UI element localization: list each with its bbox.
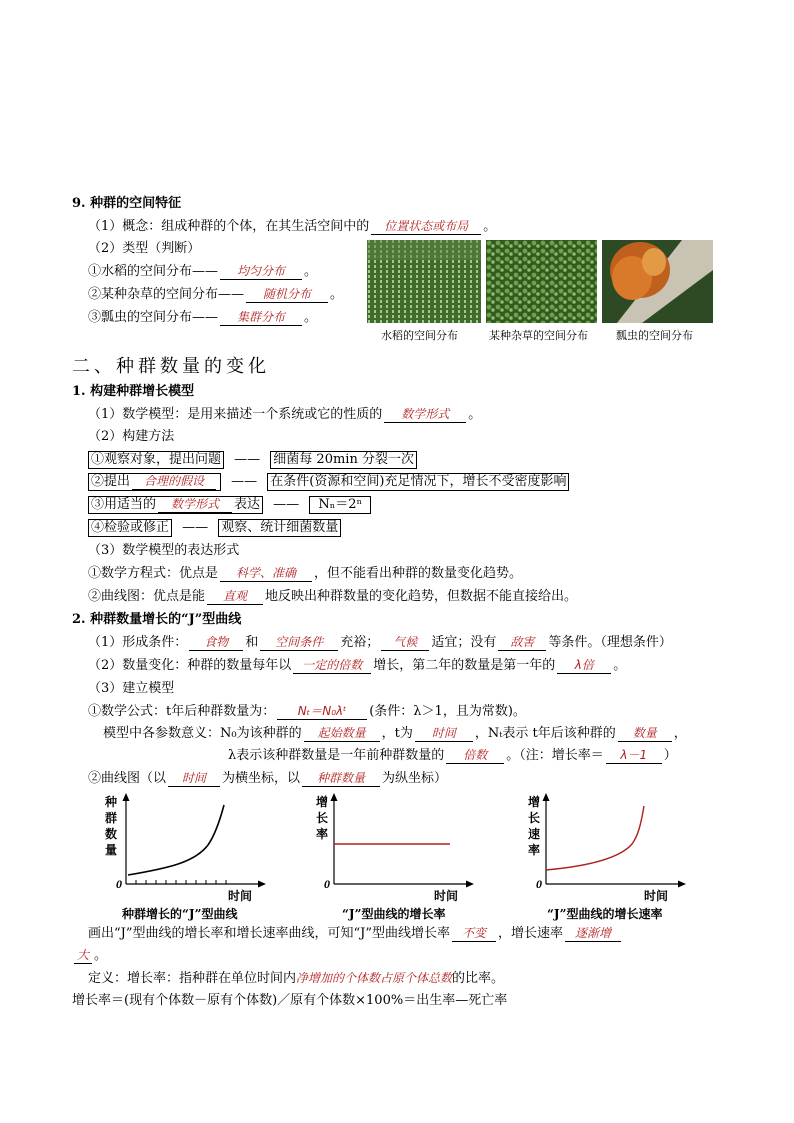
answer-blank: 数学形式: [158, 497, 232, 513]
method-step-3: [88, 496, 371, 514]
graph-intro-line: [88, 770, 447, 788]
text: 增长，第二年的数量是第一年的: [373, 658, 556, 673]
step-box: [88, 473, 221, 491]
answer-blank: 敌害: [498, 635, 546, 651]
y-axis-label-1: 种: [105, 795, 118, 809]
answer-blank: 科学、准确: [220, 566, 312, 582]
part-1-title: 1. 构建种群增长模型: [72, 384, 195, 399]
x-axis-arrow: [678, 881, 686, 888]
answer-blank: 逐渐增: [565, 926, 621, 942]
answer-blank: λ倍: [557, 658, 611, 674]
y-axis-label-1: 增: [316, 795, 329, 809]
expression-2: [88, 588, 577, 606]
y-axis-label-4: 量: [105, 843, 118, 857]
text: (条件：λ＞1，且为常数)。: [369, 704, 526, 719]
method-step-4: [88, 519, 341, 537]
text: ②曲线图（以: [88, 771, 167, 786]
x-axis-arrow: [258, 881, 266, 888]
weed-photo: [486, 240, 597, 323]
x-axis-label: 时间: [644, 889, 669, 903]
text: ，但不能看出种群的数量变化趋势。: [314, 566, 523, 581]
dash: ——: [182, 520, 209, 535]
answer-blank: 时间: [415, 726, 473, 742]
example-box: 在条件(资源和空间)充足情况下，增长不受密度影响: [267, 473, 569, 491]
answer-blank: 食物: [189, 635, 243, 651]
growth-rate-graph: [308, 790, 478, 905]
text: 充裕；: [340, 635, 380, 650]
answer-blank: 气候: [381, 635, 429, 651]
answer-blank: 位置状态或布局: [371, 219, 481, 235]
type-1-line: [88, 263, 317, 281]
x-axis-label: 时间: [228, 889, 253, 903]
y-axis-label-3: 速: [528, 827, 541, 841]
answer-blank: λ－1: [606, 748, 662, 764]
rice-field-image: [367, 240, 481, 323]
build-model-title: （3）建立模型: [88, 681, 175, 696]
params-line: [103, 725, 687, 743]
answer-blank: 不变: [452, 926, 496, 942]
punct: 。: [304, 264, 318, 279]
step-box: ④检验或修正: [88, 519, 172, 537]
method-step-1: [88, 451, 417, 469]
text: ，: [673, 726, 687, 741]
y-axis-label-2: 长: [528, 811, 541, 825]
text: 。: [613, 658, 627, 673]
text: 画出“J”型曲线的增长率和增长速率曲线，可知“J”型曲线增长率: [88, 926, 451, 941]
answer-blank: 一定的倍数: [293, 658, 371, 674]
answer-blank: 倍数: [446, 748, 504, 764]
conclusion-line: [88, 925, 623, 943]
text: 为横坐标，以: [222, 771, 301, 786]
growth-speed-graph: [520, 790, 690, 905]
answer-blank: 空间条件: [260, 635, 338, 651]
photo-caption-ladybug: 瓢虫的空间分布: [616, 329, 693, 342]
model-def-line: [88, 406, 481, 424]
text: ）: [663, 748, 677, 763]
answer-blank: 起始数量: [304, 726, 380, 742]
origin-label: 0: [116, 877, 122, 891]
text: 定义：增长率：指种群在单位时间内: [88, 971, 297, 986]
text: 表达: [234, 497, 261, 512]
type-3-line: [88, 309, 317, 327]
dash: ——: [273, 497, 300, 512]
type-2-line: [88, 286, 343, 304]
text: 适宜；没有: [431, 635, 497, 650]
section-heading: 二、种群数量的变化: [72, 356, 270, 377]
text: （1）数学模型：是用来描述一个系统或它的性质的: [88, 407, 383, 422]
text: ①数学方程式：优点是: [88, 566, 219, 581]
y-axis-label-3: 数: [105, 827, 118, 841]
text: ，增长速率: [498, 926, 564, 941]
formula-box: Nₙ＝2ⁿ: [309, 496, 371, 514]
text: 为纵坐标）: [382, 771, 448, 786]
j-curve-graph: [100, 790, 270, 905]
step-box: [88, 496, 263, 514]
j-curve-line: [128, 805, 224, 875]
answer-blank: 均匀分布: [220, 264, 302, 280]
y-axis-label-2: 群: [105, 811, 118, 825]
answer-blank: 时间: [168, 771, 220, 787]
text: 等条件。（理想条件）: [548, 635, 672, 650]
answer-blank: 数量: [618, 726, 672, 742]
expression-title: （3）数学模型的表达形式: [88, 543, 240, 558]
text: ②提出: [91, 474, 131, 489]
photo-caption-rice: 水稻的空间分布: [381, 329, 458, 342]
answer-blank: 集群分布: [220, 310, 302, 326]
text: 和: [245, 635, 259, 650]
example-box: 观察、统计细菌数量: [218, 519, 341, 537]
lambda-line: [228, 747, 677, 765]
rice-field-photo: [367, 240, 481, 323]
method-step-2: [88, 473, 569, 491]
answer-blank: Nₜ＝N₀λᵗ: [277, 704, 367, 720]
y-axis-arrow: [123, 793, 130, 801]
formula-line: [88, 703, 526, 721]
origin-label: 0: [536, 877, 542, 891]
punct: 。: [483, 219, 497, 234]
answer-text: 净增加的个体数占原个体总数: [296, 971, 453, 985]
example-box: 细菌每 20min 分裂一次: [270, 451, 417, 469]
weed-image: [486, 240, 597, 323]
origin-label: 0: [324, 877, 330, 891]
dash: ——: [234, 452, 261, 467]
y-axis-label-2: 长: [316, 811, 329, 825]
answer-blank: 大: [74, 948, 92, 964]
text: ②曲线图：优点是能: [88, 589, 206, 604]
ladybug-photo: [602, 240, 713, 323]
y-axis-label-1: 增: [528, 795, 541, 809]
growth-speed-caption: “J”型曲线的增长速率: [547, 907, 663, 921]
concept-text: （1）概念：组成种群的个体，在其生活空间中的: [88, 219, 370, 234]
ladybug-image: [602, 240, 713, 323]
answer-blank: 种群数量: [302, 771, 380, 787]
type-text: ①水稻的空间分布——: [88, 264, 219, 279]
type-text: ②某种杂草的空间分布——: [88, 287, 245, 302]
photo-caption-weed: 某种杂草的空间分布: [489, 329, 588, 342]
condition-line: [88, 634, 672, 652]
types-line: （2）类型（判断）: [88, 241, 201, 256]
part-2-title: 2. 种群数量增长的“J”型曲线: [72, 612, 242, 627]
y-axis-label-3: 率: [316, 827, 329, 841]
growth-speed-line: [546, 806, 644, 870]
text: ①数学公式：t年后种群数量为：: [88, 704, 276, 719]
text: （1）形成条件：: [88, 635, 188, 650]
concept-line: [88, 218, 496, 236]
text: 。（注：增长率＝: [506, 748, 604, 763]
text: 的比率。: [452, 971, 505, 986]
text: ③用适当的: [91, 497, 157, 512]
x-axis-label: 时间: [434, 889, 459, 903]
type-text: ③瓢虫的空间分布——: [88, 310, 219, 325]
y-axis-label-4: 率: [528, 843, 541, 857]
answer-blank: 数学形式: [384, 407, 466, 423]
punct: 。: [468, 407, 482, 422]
y-axis-arrow: [543, 793, 550, 801]
text: 地反映出种群数量的变化趋势，但数据不能直接给出。: [265, 589, 578, 604]
expression-1: [88, 565, 522, 583]
text: 模型中各参数意义：N₀为该种群的: [103, 726, 302, 741]
j-curve-caption: 种群增长的“J”型曲线: [122, 907, 238, 921]
text: ，Nₜ表示 t年后该种群的: [474, 726, 616, 741]
punct: 。: [304, 310, 318, 325]
section-9-title: 9. 种群的空间特征: [72, 196, 182, 211]
y-axis-arrow: [331, 793, 338, 801]
change-line: [88, 657, 626, 675]
text: ，t为: [381, 726, 413, 741]
text: （2）数量变化：种群的数量每年以: [88, 658, 292, 673]
growth-rate-caption: “J”型曲线的增长率: [342, 907, 446, 921]
text: λ表示该种群数量是一年前种群数量的: [228, 748, 445, 763]
method-title: （2）构建方法: [88, 429, 175, 444]
x-axis-arrow: [466, 881, 474, 888]
punct: 。: [94, 948, 108, 963]
answer-blank: 随机分布: [246, 287, 328, 303]
answer-blank: 合理的假设: [132, 474, 216, 490]
step-box: ①观察对象，提出问题: [88, 451, 224, 469]
dash: ——: [231, 474, 258, 489]
answer-blank: 直观: [207, 589, 263, 605]
punct: 。: [330, 287, 344, 302]
growth-rate-formula: 增长率＝(现有个体数－原有个体数)／原有个体数×100%＝出生率—死亡率: [72, 993, 508, 1008]
definition-line: [88, 970, 504, 988]
conclusion-line-cont: [72, 947, 107, 965]
